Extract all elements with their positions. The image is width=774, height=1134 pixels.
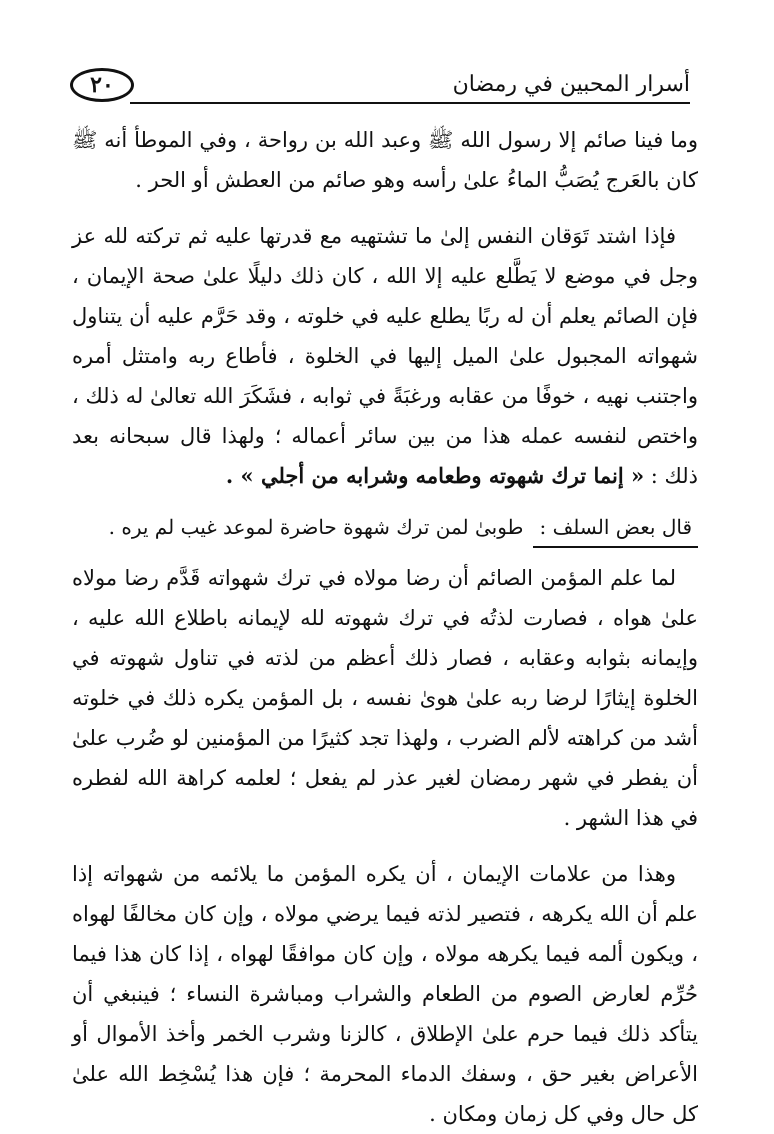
paragraph-3: لما علم المؤمن الصائم أن رضا مولاه في ترك شهواته قَدَّم رضا مولاه علىٰ هواه ، فصارت لذتُه في ترك شهوته لله لإيمانه باطلاع الله عليه ، وإيمانه بثوابه وعقابه ، فصار ذلك أعظم من لذته في تناول شهوته في الخلوة إيثارًا لرضا ربه علىٰ هوىٰ نفسه ، بل المؤمن يكره ذلك في خلوته أشد من كراهته لألم الضرب ، ولهذا تجد كثيرًا من المؤمنين لو ضُرب علىٰ أن يفطر في شهر رمضان لغير عذر لم يفعل ؛ لعلمه كراهة الله لفطره في هذا الشهر . bbox=[72, 566, 698, 830]
page-number: ٢٠ bbox=[70, 68, 134, 102]
paragraph-1: وما فينا صائم إلا رسول الله ﷺ وعبد الله بن رواحة ، وفي الموطأ أنه ﷺ كان بالعَرج يُصَبُّ الماءُ علىٰ رأسه وهو صائم من العطش أو الحر . bbox=[72, 128, 698, 192]
paragraph-2 bbox=[72, 216, 698, 496]
page-body bbox=[72, 120, 698, 1134]
hadith-quote: « إنما ترك شهوته وطعامه وشرابه من أجلي » . bbox=[225, 463, 645, 488]
running-title: أسرار المحبين في رمضان bbox=[452, 72, 690, 97]
salaf-quote bbox=[72, 510, 698, 548]
paragraph-4: وهذا من علامات الإيمان ، أن يكره المؤمن ما يلائمه من شهواته إذا علم أن الله يكرهه ، فتصير لذته فيما يرضي مولاه ، وإن كان مخالفًا لهواه ، ويكون ألمه فيما يكرهه مولاه ، وإن كان موافقًا لهواه ، إذا كان هذا فيما حُرِّم لعارض الصوم من الطعام والشراب ومباشرة النساء ؛ فينبغي أن يتأكد ذلك فيما حرم علىٰ الإطلاق ، كالزنا وشرب الخمر وأخذ الأموال أو الأعراض بغير حق ، وسفك الدماء المحرمة ؛ فإن هذا يُسْخِط الله علىٰ كل حال وفي كل زمان ومكان . bbox=[72, 862, 698, 1126]
salaf-quote-text: طوبىٰ لمن ترك شهوة حاضرة لموعد غيب لم يره . bbox=[108, 515, 524, 539]
paragraph-2-text: فإذا اشتد تَوَقان النفس إلىٰ ما تشتهيه مع قدرتها عليه ثم تركته لله عز وجل في موضع لا يَطَّلع عليه إلا الله ، كان ذلك دليلًا علىٰ صحة الإيمان ، فإن الصائم يعلم أن له ربًا يطلع عليه في خلوته ، وقد حَرَّم عليه أن يتناول شهواته المجبول علىٰ الميل إليها في الخلوة ، فأطاع ربه وامتثل أمره واجتنب نهيه ، خوفًا من عقابه ورغبَةً في ثوابه ، فشَكَرَ الله تعالىٰ له ذلك ، واختص لنفسه عمله هذا من بين سائر أعماله ؛ ولهذا قال سبحانه بعد ذلك : bbox=[72, 224, 698, 488]
header-rule bbox=[130, 102, 690, 104]
salaf-quote-label: قال بعض السلف : bbox=[533, 510, 698, 548]
page-header bbox=[70, 66, 690, 110]
